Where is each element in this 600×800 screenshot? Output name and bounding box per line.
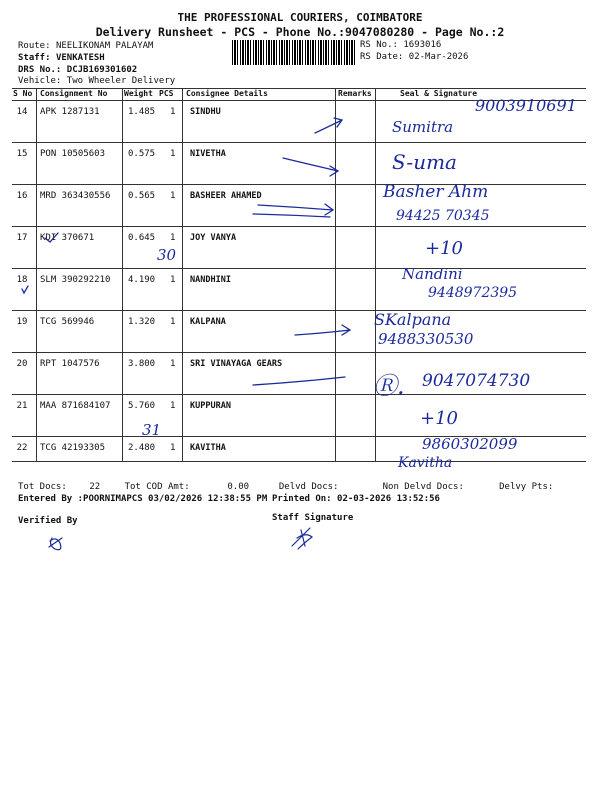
row-weight: 0.565: [128, 191, 156, 201]
header-consignment: Consignment No: [40, 89, 108, 98]
row-consignment-no: APK 1287131: [40, 107, 100, 117]
row-weight: 1.320: [128, 317, 156, 327]
row-pcs: 1: [170, 317, 176, 327]
handwritten-signature: Kavitha: [398, 455, 453, 471]
row-sno: 22: [16, 443, 28, 453]
rs-no-line: RS No.: 1693016: [360, 40, 442, 50]
header-sno: S No: [13, 89, 33, 98]
verified-by-label: Verified By: [18, 516, 78, 526]
runsheet-subtitle: Delivery Runsheet - PCS - Phone No.:9047080280 - Page No.:2: [95, 25, 505, 39]
route-value: NEELIKONAM PALAYAM: [55, 41, 154, 51]
handwritten-signature: Nandini: [402, 265, 463, 283]
row-sno: 14: [16, 107, 28, 117]
tot-cod-value: 0.00: [227, 482, 250, 492]
row-sno: 20: [16, 359, 28, 369]
row-consignment-no: TCG 42193305: [40, 443, 106, 453]
entered-by: Entered By :POORNIMAPCS 03/02/2026 12:38:55 PM: [18, 494, 268, 504]
row-consignment-no: MAA 871684107: [40, 401, 111, 411]
row-pcs: 1: [170, 107, 176, 117]
row-weight: 2.480: [128, 443, 156, 453]
row-pcs: 1: [170, 401, 176, 411]
handwritten-phone: 9003910691: [475, 96, 577, 115]
row-weight: 3.800: [128, 359, 156, 369]
staff-signature: [292, 528, 312, 549]
handwritten-phone: 9488330530: [378, 330, 474, 348]
row-consignment-no: TCG 569946: [40, 317, 95, 327]
handwritten-phone: 9860302099: [422, 435, 518, 453]
handwritten-signature: +10: [425, 238, 463, 259]
handwritten-signature: SKalpana: [374, 310, 452, 329]
handwritten-initials: Ⓡ.: [373, 372, 405, 400]
row-pcs: 1: [170, 275, 176, 285]
row-weight: 0.645: [128, 233, 156, 243]
row-consignment-no: KDI 370671: [40, 233, 95, 243]
row-consignee-name: KUPPURAN: [190, 401, 231, 411]
row-consignee-name: JOY VANYA: [190, 233, 237, 243]
rs-date-value: 02-Mar-2026: [408, 52, 469, 62]
row-consignee-name: SINDHU: [190, 107, 221, 117]
row-consignee-name: NIVETHA: [190, 149, 226, 159]
row-sno: 19: [16, 317, 28, 327]
header-pcs: PCS: [159, 89, 174, 98]
row-pcs: 1: [170, 359, 176, 369]
staff-line: Staff: VENKATESH: [18, 53, 105, 63]
handwritten-note: 30: [157, 246, 177, 264]
vehicle-value: Two Wheeler Delivery: [66, 76, 176, 86]
row-weight: 0.575: [128, 149, 156, 159]
handwritten-phone: 9047074730: [422, 371, 531, 391]
row-weight: 1.485: [128, 107, 156, 117]
totals-line: Tot Docs: 22 Tot COD Amt: 0.00 Delvd Docs: Non Delvd Docs: Delvy Pts:: [18, 482, 554, 492]
rs-date-line: RS Date: 02-Mar-2026: [360, 52, 469, 62]
vehicle-line: Vehicle: Two Wheeler Delivery: [18, 76, 176, 86]
row-pcs: 1: [170, 233, 176, 243]
row-consignee-name: KALPANA: [190, 317, 226, 327]
staff-value: VENKATESH: [55, 53, 105, 63]
handwritten-signature: +10: [420, 408, 458, 429]
handwritten-phone: 94425 70345: [396, 208, 490, 224]
row-consignment-no: SLM 390292210: [40, 275, 111, 285]
handwritten-signature: S-uma: [392, 150, 457, 174]
row-pcs: 1: [170, 149, 176, 159]
handwritten-phone: 9448972395: [428, 285, 518, 301]
row-consignee-name: NANDHINI: [190, 275, 231, 285]
route-line: Route: NEELIKONAM PALAYAM: [18, 41, 154, 51]
row-consignment-no: MRD 363430556: [40, 191, 111, 201]
row-sno: 16: [16, 191, 28, 201]
drs-value: DCJB169301602: [66, 65, 138, 75]
row-sno: 15: [16, 149, 28, 159]
row-weight: 5.760: [128, 401, 156, 411]
verified-signature: [49, 538, 62, 550]
row-consignee-name: SRI VINAYAGA GEARS: [190, 359, 283, 369]
header-remarks: Remarks: [338, 89, 372, 98]
header-weight: Weight: [124, 89, 153, 98]
header-consignee-details: Consignee Details: [186, 89, 268, 98]
row-sno: 17: [16, 233, 28, 243]
row-sno: 18: [16, 275, 28, 285]
row-consignment-no: PON 10505603: [40, 149, 106, 159]
row-consignment-no: RPT 1047576: [40, 359, 100, 369]
handwritten-signature: Basher Ahm: [383, 182, 489, 202]
tot-docs-value: 22: [89, 482, 101, 492]
rs-no-value: 1693016: [403, 40, 442, 50]
handwritten-note: 31: [142, 421, 162, 439]
printed-on: Printed On: 02-03-2026 13:52:56: [272, 494, 440, 504]
row-weight: 4.190: [128, 275, 156, 285]
company-title: THE PROFESSIONAL COURIERS, COIMBATORE: [177, 11, 423, 24]
row-sno: 21: [16, 401, 28, 411]
handwritten-signature: Sumitra: [392, 118, 454, 136]
header-seal-signature: Seal & Signature: [400, 89, 478, 98]
row-pcs: 1: [170, 191, 176, 201]
drs-line: DRS No.: DCJB169301602: [18, 65, 138, 75]
staff-signature-label: Staff Signature: [272, 513, 354, 523]
row-pcs: 1: [170, 443, 176, 453]
row-consignee-name: BASHEER AHAMED: [190, 191, 262, 201]
row-consignee-name: KAVITHA: [190, 443, 226, 453]
